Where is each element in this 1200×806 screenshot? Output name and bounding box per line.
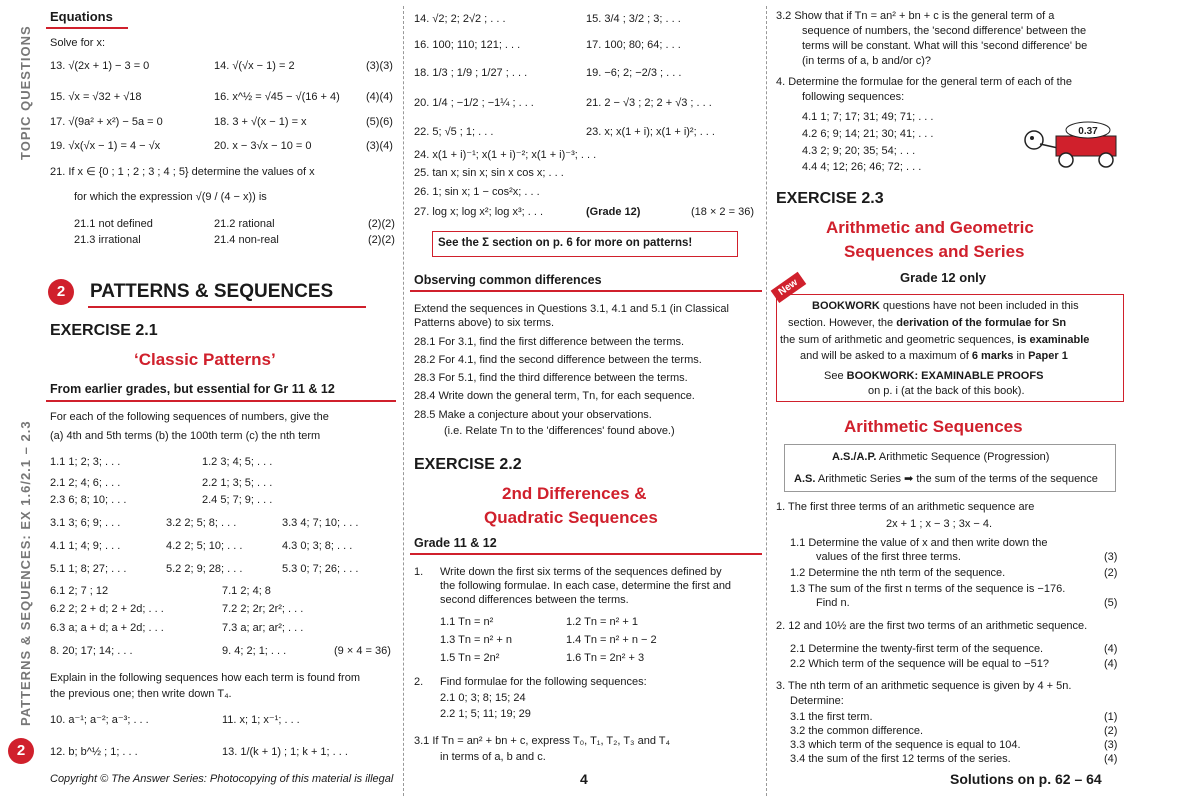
sequence-item: 5.1 1; 8; 27; . . . [50,563,127,575]
sequence-item: 4.3 0; 3; 8; . . . [282,540,353,552]
question-number: 1. [414,566,424,578]
question: the following formulae. In each case, determine the first and [440,580,732,592]
question: 21. If x ∈ {0 ; 1 ; 2 ; 3 ; 4 ; 5} determine the values of x [50,166,315,178]
sequence-item: 5.2 2; 9; 28; . . . [166,563,243,575]
sub-question: 2.2 Which term of the sequence will be equal to −51? [790,658,1049,670]
sequence-item: 7.2 2; 2r; 2r²; . . . [222,603,304,615]
marks: (2) [1104,725,1118,737]
marks: (2)(2) [368,218,395,230]
sequence-item: 3.1 3; 6; 9; . . . [50,517,121,529]
bookwork-line: and will be asked to a maximum of 6 marks in Paper 1 [800,350,1068,362]
question: 28.5 Make a conjecture about your observations. [414,409,652,421]
classic-patterns-title: ‘Classic Patterns’ [134,350,276,369]
sequence-item: 20. 1/4 ; −1/2 ; −1¼ ; . . . [414,97,534,109]
column-divider-1 [403,6,404,796]
observing-underline [410,290,762,292]
sequence-item: 4.1 1; 7; 17; 31; 49; 71; . . . [802,111,934,123]
question: 19. √x(√x − 1) = 4 − √x [50,140,161,152]
bookwork-line: BOOKWORK questions have not been included in this [812,300,1079,312]
new-flag: New [771,272,806,303]
sub-question: values of the first three terms. [816,551,961,563]
marks: (5)(6) [366,116,393,128]
marks: (4)(4) [366,91,393,103]
formula-item: 1.6 Tn = 2n² + 3 [566,652,645,664]
question: following sequences: [802,91,905,103]
chapter-number: 2 [48,279,74,305]
sequence-item: 21. 2 − √3 ; 2; 2 + √3 ; . . . [586,97,712,109]
marks: (3) [1104,739,1118,751]
sigma-note: See the Σ section on p. 6 for more on patterns! [438,237,693,249]
question: for which the expression √(9 / (4 − x)) is [74,191,267,203]
bookwork-line: the sum of arithmetic and geometric sequences, is examinable [780,334,1090,346]
quadratic-sequences-title: Quadratic Sequences [484,508,658,527]
sequence-item: 2.1 0; 3; 8; 15; 24 [440,692,526,704]
question: Find formulae for the following sequences: [440,676,647,688]
second-differences-title: 2nd Differences & [502,484,647,503]
question: in terms of a, b and c. [440,751,546,763]
sequence-item: 7.1 2; 4; 8 [222,585,271,597]
question: terms will be constant. What will this 'second difference' be [802,40,1088,52]
sequence-item: 6.3 a; a + d; a + 2d; . . . [50,622,164,634]
sequence-item: 27. log x; log x²; log x³; . . . [414,206,543,218]
question: 16. x^½ = √45 − √(16 + 4) [214,91,340,103]
sequence-item: 3.3 4; 7; 10; . . . [282,517,359,529]
sub-question: 1.1 Determine the value of x and then write down the [790,537,1048,549]
sequence-item: 12. b; b^½ ; 1; . . . [50,746,138,758]
sub-question: 21.1 not defined [74,218,153,230]
sequence-item: 11. x; 1; x⁻¹; . . . [222,714,300,726]
sequence-item: 24. x(1 + i)⁻¹; x(1 + i)⁻²; x(1 + i)⁻³; . . . [414,149,597,161]
exercise-heading: EXERCISE 2.3 [776,190,884,207]
sequence-item: 2.2 1; 5; 11; 19; 29 [440,708,531,720]
sequence-item: 15. 3/4 ; 3/2 ; 3; . . . [586,13,681,25]
marks: (4) [1104,753,1118,765]
column-divider-2 [766,6,767,796]
marks: (3) [1104,551,1118,563]
column-1 [46,0,398,800]
sequence-item: 4.2 6; 9; 14; 21; 30; 41; . . . [802,128,934,140]
sequence-item: 3.2 2; 5; 8; . . . [166,517,237,529]
copyright-footer: Copyright © The Answer Series: Photocopying of this material is illegal [50,773,394,785]
sub-question: 3.1 the first term. [790,711,873,723]
sequence-item: 13. 1/(k + 1) ; 1; k + 1; . . . [222,746,348,758]
question: (i.e. Relate Tn to the 'differences' found above.) [444,425,675,437]
sequence-item: 2.2 1; 3; 5; . . . [202,477,273,489]
sequence-item: 4.3 2; 9; 20; 35; 54; . . . [802,145,916,157]
sidebar [0,0,40,806]
sub-question: 21.3 irrational [74,234,141,246]
solve-instruction: Solve for x: [50,37,106,49]
page-number: 4 [580,771,588,787]
question: 13. √(2x + 1) − 3 = 0 [50,60,150,72]
question: 3.2 Show that if Tn = an² + bn + c is the general term of a [776,10,1055,22]
wagon-icon [1020,118,1122,172]
sequence-item: 9. 4; 2; 1; . . . [222,645,287,657]
sequence-item: 14. √2; 2; 2√2 ; . . . [414,13,506,25]
sequence-item: 6.1 2; 7 ; 12 [50,585,109,597]
sub-question: 3.3 which term of the sequence is equal to 104. [790,739,1021,751]
sub-question: 1.2 Determine the nth term of the sequence. [790,567,1006,579]
sequence-item: 2.1 2; 4; 6; . . . [50,477,121,489]
sequence-item: 1.2 3; 4; 5; . . . [202,456,273,468]
sequence-item: 23. x; x(1 + i); x(1 + i)²; . . . [586,126,715,138]
sequence-item: 4.4 4; 12; 26; 46; 72; . . . [802,161,922,173]
sequence-item: 6.2 2; 2 + d; 2 + 2d; . . . [50,603,164,615]
bookwork-line: section. However, the derivation of the formulae for Sn [788,317,1067,329]
instruction: Patterns above) to six terms. [414,317,554,329]
question: 28.3 For 5.1, find the third difference between the terms. [414,372,688,384]
sequence-item: 1.1 1; 2; 3; . . . [50,456,121,468]
sequence-item: 2.4 5; 7; 9; . . . [202,494,273,506]
instruction: Explain in the following sequences how each term is found from [50,672,361,684]
grade-heading: Grade 11 & 12 [414,536,497,550]
instruction: (a) 4th and 5th terms (b) the 100th term (c) the nth term [50,430,321,442]
question: 15. √x = √32 + √18 [50,91,142,103]
sub-question: Find n. [816,597,850,609]
sequence-item: 22. 5; √5 ; 1; . . . [414,126,494,138]
marks: (2)(2) [368,234,395,246]
instruction: the previous one; then write down T₄. [50,688,232,700]
earlier-grades-heading: From earlier grades, but essential for Gr 11 & 12 [50,382,335,396]
sequence-item: 25. tan x; sin x; sin x cos x; . . . [414,167,564,179]
equations-heading: Equations [50,9,113,24]
column-2 [408,0,764,800]
sequence-item: 26. 1; sin x; 1 − cos²x; . . . [414,186,540,198]
observing-heading: Observing common differences [414,273,602,287]
chapter-title: PATTERNS & SEQUENCES [90,281,334,302]
chapter-underline [88,306,366,308]
exercise-heading: EXERCISE 2.1 [50,322,158,339]
sequence-item: 4.1 1; 4; 9; . . . [50,540,121,552]
instruction: For each of the following sequences of numbers, give the [50,411,329,423]
question: 3. The nth term of an arithmetic sequence is given by 4 + 5n. [776,680,1072,692]
earlier-underline [46,400,396,402]
question: 20. x − 3√x − 10 = 0 [214,140,312,152]
question: 2x + 1 ; x − 3 ; 3x − 4. [886,518,993,530]
marks: (18 × 2 = 36) [691,206,754,218]
bookwork-line: See BOOKWORK: EXAMINABLE PROOFS [824,370,1044,382]
question: 17. √(9a² + x²) − 5a = 0 [50,116,163,128]
sub-question: 3.4 the sum of the first 12 terms of the series. [790,753,1011,765]
sequence-item: 4.2 2; 5; 10; . . . [166,540,243,552]
question: 4. Determine the formulae for the general term of each of the [776,76,1072,88]
instruction: Extend the sequences in Questions 3.1, 4.1 and 5.1 (in Classical [414,303,729,315]
sub-question: 21.4 non-real [214,234,279,246]
definition: A.S. Arithmetic Series ➡ the sum of the terms of the sequence [794,473,1098,485]
question: 1. The first three terms of an arithmetic sequence are [776,501,1035,513]
sequence-item: 10. a⁻¹; a⁻²; a⁻³; . . . [50,714,149,726]
wagon-illustration [1020,118,1122,172]
topic-questions-label: TOPIC QUESTIONS [18,25,33,160]
definition: A.S./A.P. Arithmetic Sequence (Progression) [832,451,1050,463]
sequence-item: 8. 20; 17; 14; . . . [50,645,133,657]
grade-note: (Grade 12) [586,206,641,218]
question: 28.4 Write down the general term, Tn, for each sequence. [414,390,695,402]
formula-item: 1.3 Tn = n² + n [440,634,512,646]
question-number: 2. [414,676,424,688]
section-label: PATTERNS & SEQUENCES: EX 1.6/2.1 – 2.3 [18,420,33,726]
sequence-item: 17. 100; 80; 64; . . . [586,39,681,51]
question: sequence of numbers, the 'second difference' between the [802,25,1087,37]
equations-underline [46,27,128,29]
question: 28.2 For 4.1, find the second difference between the terms. [414,354,702,366]
sequence-item: 2.3 6; 8; 10; . . . [50,494,127,506]
bookwork-line: on p. i (at the back of this book). [868,385,1025,397]
marks: (1) [1104,711,1118,723]
question: 3.1 If Tn = an² + bn + c, express T₀, T₁, T₂, T₃ and T₄ [414,735,671,747]
formula-item: 1.1 Tn = n² [440,616,494,628]
solutions-reference: Solutions on p. 62 – 64 [950,771,1102,787]
page-badge: 2 [8,738,34,764]
wagon-number: 0.37 [1078,126,1098,137]
question: Write down the first six terms of the sequences defined by [440,566,722,578]
marks: (4) [1104,658,1118,670]
sub-question: 2.1 Determine the twenty-first term of the sequence. [790,643,1044,655]
marks: (2) [1104,567,1118,579]
formula-item: 1.4 Tn = n² + n − 2 [566,634,657,646]
question: 28.1 For 3.1, find the first difference between the terms. [414,336,685,348]
question: second differences between the terms. [440,594,629,606]
sequence-item: 19. −6; 2; −2/3 ; . . . [586,67,682,79]
arithmetic-sequences-title: Arithmetic Sequences [844,417,1023,436]
sequence-item: 5.3 0; 7; 26; . . . [282,563,359,575]
question: (in terms of a, b and/or c)? [802,55,931,67]
formula-item: 1.5 Tn = 2n² [440,652,500,664]
exercise-heading: EXERCISE 2.2 [414,456,522,473]
question: Determine: [790,695,844,707]
formula-item: 1.2 Tn = n² + 1 [566,616,638,628]
grade-underline [410,553,762,555]
arithmetic-geometric-title: Arithmetic and Geometric [826,218,1034,237]
marks: (3)(4) [366,140,393,152]
grade-12-only: Grade 12 only [900,270,986,285]
question: 14. √(√x − 1) = 2 [214,60,295,72]
question: 2. 12 and 10½ are the first two terms of an arithmetic sequence. [776,620,1088,632]
sub-question: 3.2 the common difference. [790,725,924,737]
question: 18. 3 + √(x − 1) = x [214,116,307,128]
marks: (5) [1104,597,1118,609]
sub-question: 21.2 rational [214,218,275,230]
marks: (4) [1104,643,1118,655]
sequences-series-title: Sequences and Series [844,242,1025,261]
sequence-item: 16. 100; 110; 121; . . . [414,39,521,51]
marks: (3)(3) [366,60,393,72]
sequence-item: 18. 1/3 ; 1/9 ; 1/27 ; . . . [414,67,528,79]
sub-question: 1.3 The sum of the first n terms of the sequence is −176. [790,583,1066,595]
sequence-item: 7.3 a; ar; ar²; . . . [222,622,304,634]
marks: (9 × 4 = 36) [334,645,391,657]
